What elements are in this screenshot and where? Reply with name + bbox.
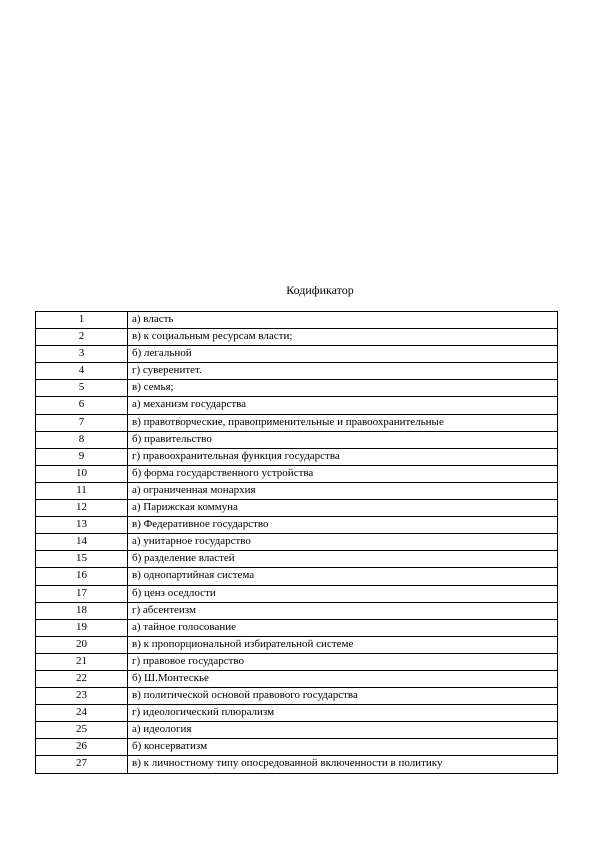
table-row [36, 517, 558, 534]
answer-key: в) к социальным ресурсам власти; [128, 329, 558, 346]
table-row [36, 602, 558, 619]
question-number: 17 [36, 585, 128, 602]
question-number: 10 [36, 465, 128, 482]
question-number: 8 [36, 431, 128, 448]
question-number: 27 [36, 756, 128, 773]
question-number: 9 [36, 448, 128, 465]
table-row [36, 568, 558, 585]
answer-key: а) тайное голосование [128, 619, 558, 636]
question-number: 26 [36, 739, 128, 756]
table-row [36, 312, 558, 329]
answer-key: б) форма государственного устройства [128, 465, 558, 482]
question-number: 19 [36, 619, 128, 636]
table-row [36, 500, 558, 517]
question-number: 15 [36, 551, 128, 568]
table-row [36, 551, 558, 568]
table-row [36, 670, 558, 687]
table-row [36, 397, 558, 414]
answer-key: б) ценз оседлости [128, 585, 558, 602]
question-number: 14 [36, 534, 128, 551]
answer-key: в) к пропорциональной избирательной системе [128, 636, 558, 653]
question-number: 12 [36, 500, 128, 517]
question-number: 5 [36, 380, 128, 397]
question-number: 7 [36, 414, 128, 431]
table-row [36, 722, 558, 739]
table-row [36, 346, 558, 363]
answer-key: в) однопартийная система [128, 568, 558, 585]
answer-key: б) легальной [128, 346, 558, 363]
answer-key: г) суверенитет. [128, 363, 558, 380]
question-number: 3 [36, 346, 128, 363]
answer-key: г) абсентеизм [128, 602, 558, 619]
table-row [36, 739, 558, 756]
question-number: 16 [36, 568, 128, 585]
page-title: Кодификатор [286, 283, 354, 297]
question-number: 20 [36, 636, 128, 653]
question-number: 21 [36, 653, 128, 670]
question-number: 25 [36, 722, 128, 739]
question-number: 18 [36, 602, 128, 619]
answer-key: а) ограниченная монархия [128, 482, 558, 499]
answer-key: б) консерватизм [128, 739, 558, 756]
answer-key: в) семья; [128, 380, 558, 397]
table-row [36, 482, 558, 499]
table-row [36, 380, 558, 397]
table-row [36, 619, 558, 636]
question-number: 6 [36, 397, 128, 414]
table-row [36, 636, 558, 653]
table-row [36, 414, 558, 431]
answer-key: в) Федеративное государство [128, 517, 558, 534]
answer-key: а) унитарное государство [128, 534, 558, 551]
answer-key: б) Ш.Монтескье [128, 670, 558, 687]
question-number: 22 [36, 670, 128, 687]
codifier-table-body [36, 312, 558, 774]
table-row [36, 688, 558, 705]
answer-key: в) правотворческие, правоприменительные и правоохранительные [128, 414, 558, 431]
question-number: 2 [36, 329, 128, 346]
answer-key: г) правоохранительная функция государства [128, 448, 558, 465]
question-number: 11 [36, 482, 128, 499]
answer-key: б) правительство [128, 431, 558, 448]
question-number: 1 [36, 312, 128, 329]
table-row [36, 465, 558, 482]
codifier-table [35, 311, 558, 774]
table-row [36, 448, 558, 465]
question-number: 4 [36, 363, 128, 380]
table-row [36, 363, 558, 380]
table-row [36, 705, 558, 722]
answer-key: г) правовое государство [128, 653, 558, 670]
table-row [36, 534, 558, 551]
table-row [36, 756, 558, 773]
table-row [36, 329, 558, 346]
answer-key: а) идеология [128, 722, 558, 739]
table-row [36, 585, 558, 602]
question-number: 23 [36, 688, 128, 705]
question-number: 24 [36, 705, 128, 722]
answer-key: в) к личностному типу опосредованной включенности в политику [128, 756, 558, 773]
answer-key: в) политической основой правового государства [128, 688, 558, 705]
answer-key: б) разделение властей [128, 551, 558, 568]
answer-key: г) идеологический плюрализм [128, 705, 558, 722]
question-number: 13 [36, 517, 128, 534]
table-row [36, 653, 558, 670]
answer-key: а) механизм государства [128, 397, 558, 414]
table-row [36, 431, 558, 448]
answer-key: а) власть [128, 312, 558, 329]
answer-key: а) Парижская коммуна [128, 500, 558, 517]
